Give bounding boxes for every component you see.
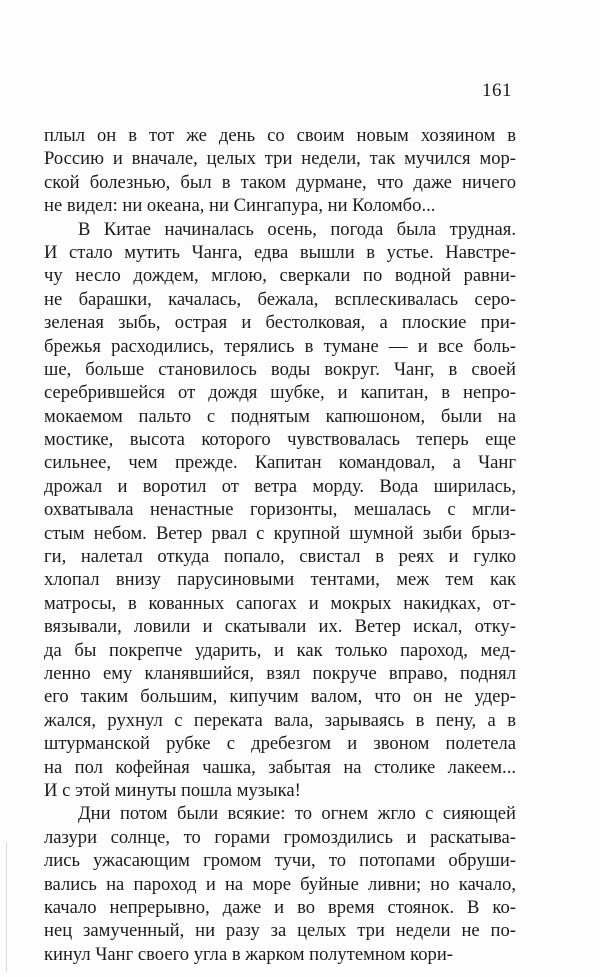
text-line: ше, больше становилось воды вокруг. Чанг, в своей bbox=[44, 358, 516, 380]
text-line: нец замученный, ни разу за целых три недели не по- bbox=[44, 920, 516, 942]
page-text bbox=[44, 124, 516, 966]
text-line: лись ужасающим громом тучи, то потопами обруши- bbox=[44, 850, 516, 872]
text-line: брежья расходились, терялись в тумане — и все боль- bbox=[44, 335, 516, 357]
text-line: стым небом. Ветер рвал с крупной шумной зыби брыз- bbox=[44, 522, 516, 544]
text-line: ской болезнью, был в таком дурмане, что даже ничего bbox=[44, 171, 516, 193]
text-line: И стало мутить Чанга, едва вышли в устье. Навстре- bbox=[44, 241, 516, 263]
text-line: вязывали, ловили и скатывали их. Ветер искал, отку- bbox=[44, 616, 516, 638]
text-line: лазури солнце, то горами громоздились и раскатыва- bbox=[44, 826, 516, 848]
text-line: хлопал внизу парусиновыми тентами, меж тем как bbox=[44, 569, 516, 591]
text-line: на пол кофейная чашка, забытая на столике лакеем... bbox=[44, 756, 516, 778]
text-line: охватывала ненастные горизонты, мешалась с мгли- bbox=[44, 499, 516, 521]
text-line: ленно ему кланявшийся, взял покруче вправо, поднял bbox=[44, 662, 516, 684]
text-line: матросы, в кованных сапогах и мокрых накидках, от- bbox=[44, 592, 516, 614]
text-line: Россию и вначале, целых три недели, так мучился мор- bbox=[44, 148, 516, 170]
text-line: чу несло дождем, мглою, сверкали по водной равни- bbox=[44, 265, 516, 287]
text-line: да бы покрепче ударить, и как только пароход, мед- bbox=[44, 639, 516, 661]
text-line: не видел: ни океана, ни Сингапура, ни Коломбо... bbox=[44, 195, 436, 217]
text-line: вались на пароход и на море буйные ливни; но качало, bbox=[44, 873, 516, 895]
text-line: серебрившейся от дождя шубке, и капитан, в непро- bbox=[44, 382, 516, 404]
text-line: мокаемом пальто с поднятым капюшоном, были на bbox=[44, 405, 516, 427]
text-line: штурманской рубке с дребезгом и звоном полетела bbox=[44, 733, 516, 755]
text-line: Дни потом были всякие: то огнем жгло с сияющей bbox=[78, 803, 516, 825]
text-line: дрожал и воротил от ветра морду. Вода ширилась, bbox=[44, 475, 516, 497]
text-line: ги, налетал откуда попало, свистал в реях и гулко bbox=[44, 546, 516, 568]
text-line: зеленая зыбь, острая и бестолковая, а плоские при- bbox=[44, 312, 516, 334]
page-number: 161 bbox=[482, 80, 512, 101]
text-line: кинул Чанг своего угла в жарком полутемном кори- bbox=[44, 943, 453, 965]
text-line: его таким большим, кипучим валом, что он не удер- bbox=[44, 686, 516, 708]
text-line: мостике, высота которого чувствовалась теперь еще bbox=[44, 429, 516, 451]
text-line: И с этой минуты пошла музыка! bbox=[44, 779, 301, 801]
text-line: В Китае начиналась осень, погода была трудная. bbox=[78, 218, 516, 240]
text-line: не барашки, качалась, бежала, всплескивалась серо- bbox=[44, 288, 516, 310]
page-edge-mark bbox=[6, 842, 7, 972]
text-line: плыл он в тот же день со своим новым хозяином в bbox=[44, 125, 516, 146]
text-line: жался, рухнул с переката вала, зарываясь в пену, а в bbox=[44, 709, 516, 731]
text-line: сильнее, чем прежде. Капитан командовал, а Чанг bbox=[44, 452, 516, 474]
text-line: качало непрерывно, даже и во время стоянок. В ко- bbox=[44, 896, 516, 918]
